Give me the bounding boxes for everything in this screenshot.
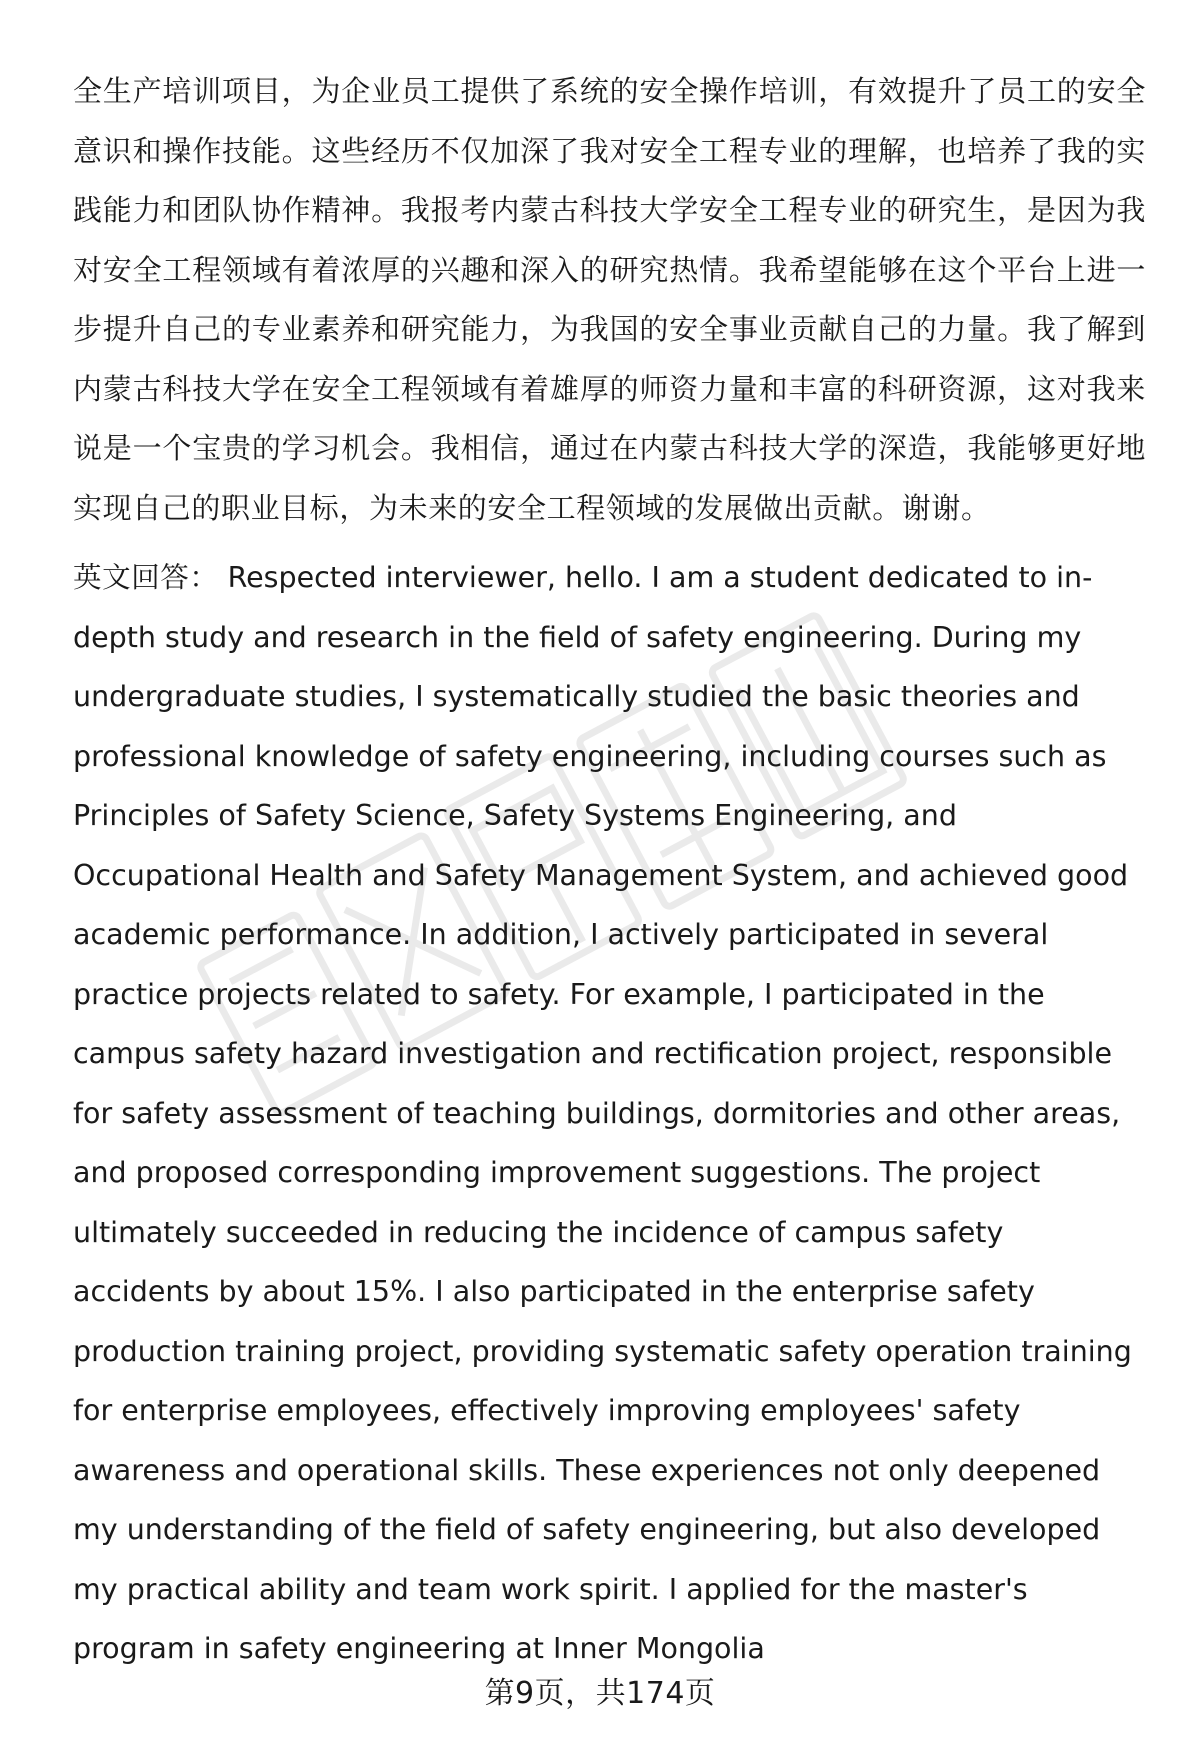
- page-number-footer: 第9页，共174页: [484, 1676, 716, 1711]
- english-answer-text: Respected interviewer, hello. I am a student dedicated to in-depth study and research in the field of safety engineering. During my undergraduate studies, I systematically studied the basic theories and professional knowledge of safety engineering, including courses such as Principles of Safety Science, Safety Systems Engineering, and Occupational Health and Safety Management System, and achieved good academic performance. In addition, I actively participated in several practice projects related to safety. For example, I participated in the campus safety hazard investigation and rectification project, responsible for safety assessment of teaching buildings, dormitories and other areas, and proposed corresponding improvement suggestions. The project ultimately succeeded in reducing the incidence of campus safety accidents by about 15%. I also participated in the enterprise safety production training project, providing systematic safety operation training for enterprise employees, effectively improving employees' safety awareness and operational skills. These experiences not only deepened my understanding of the field of safety engineering, but also developed my practical ability and team work spirit. I applied for the master's program in safety engineering at Inner Mongolia: [73, 561, 1132, 1665]
- english-answer-label: 英文回答：: [73, 561, 219, 594]
- document-body: [73, 62, 1146, 1679]
- english-answer-paragraph: [73, 548, 1146, 1679]
- chinese-answer-paragraph: 全生产培训项目，为企业员工提供了系统的安全操作培训，有效提升了员工的安全意识和操作技能。这些经历不仅加深了我对安全工程专业的理解，也培养了我的实践能力和团队协作精神。我报考内蒙古科技大学安全工程专业的研究生，是因为我对安全工程领域有着浓厚的兴趣和深入的研究热情。我希望能够在这个平台上进一步提升自己的专业素养和研究能力，为我国的安全事业贡献自己的力量。我了解到内蒙古科技大学在安全工程领域有着雄厚的师资力量和丰富的科研资源，这对我来说是一个宝贵的学习机会。我相信，通过在内蒙古科技大学的深造，我能够更好地实现自己的职业目标，为未来的安全工程领域的发展做出贡献。谢谢。: [73, 74, 1146, 525]
